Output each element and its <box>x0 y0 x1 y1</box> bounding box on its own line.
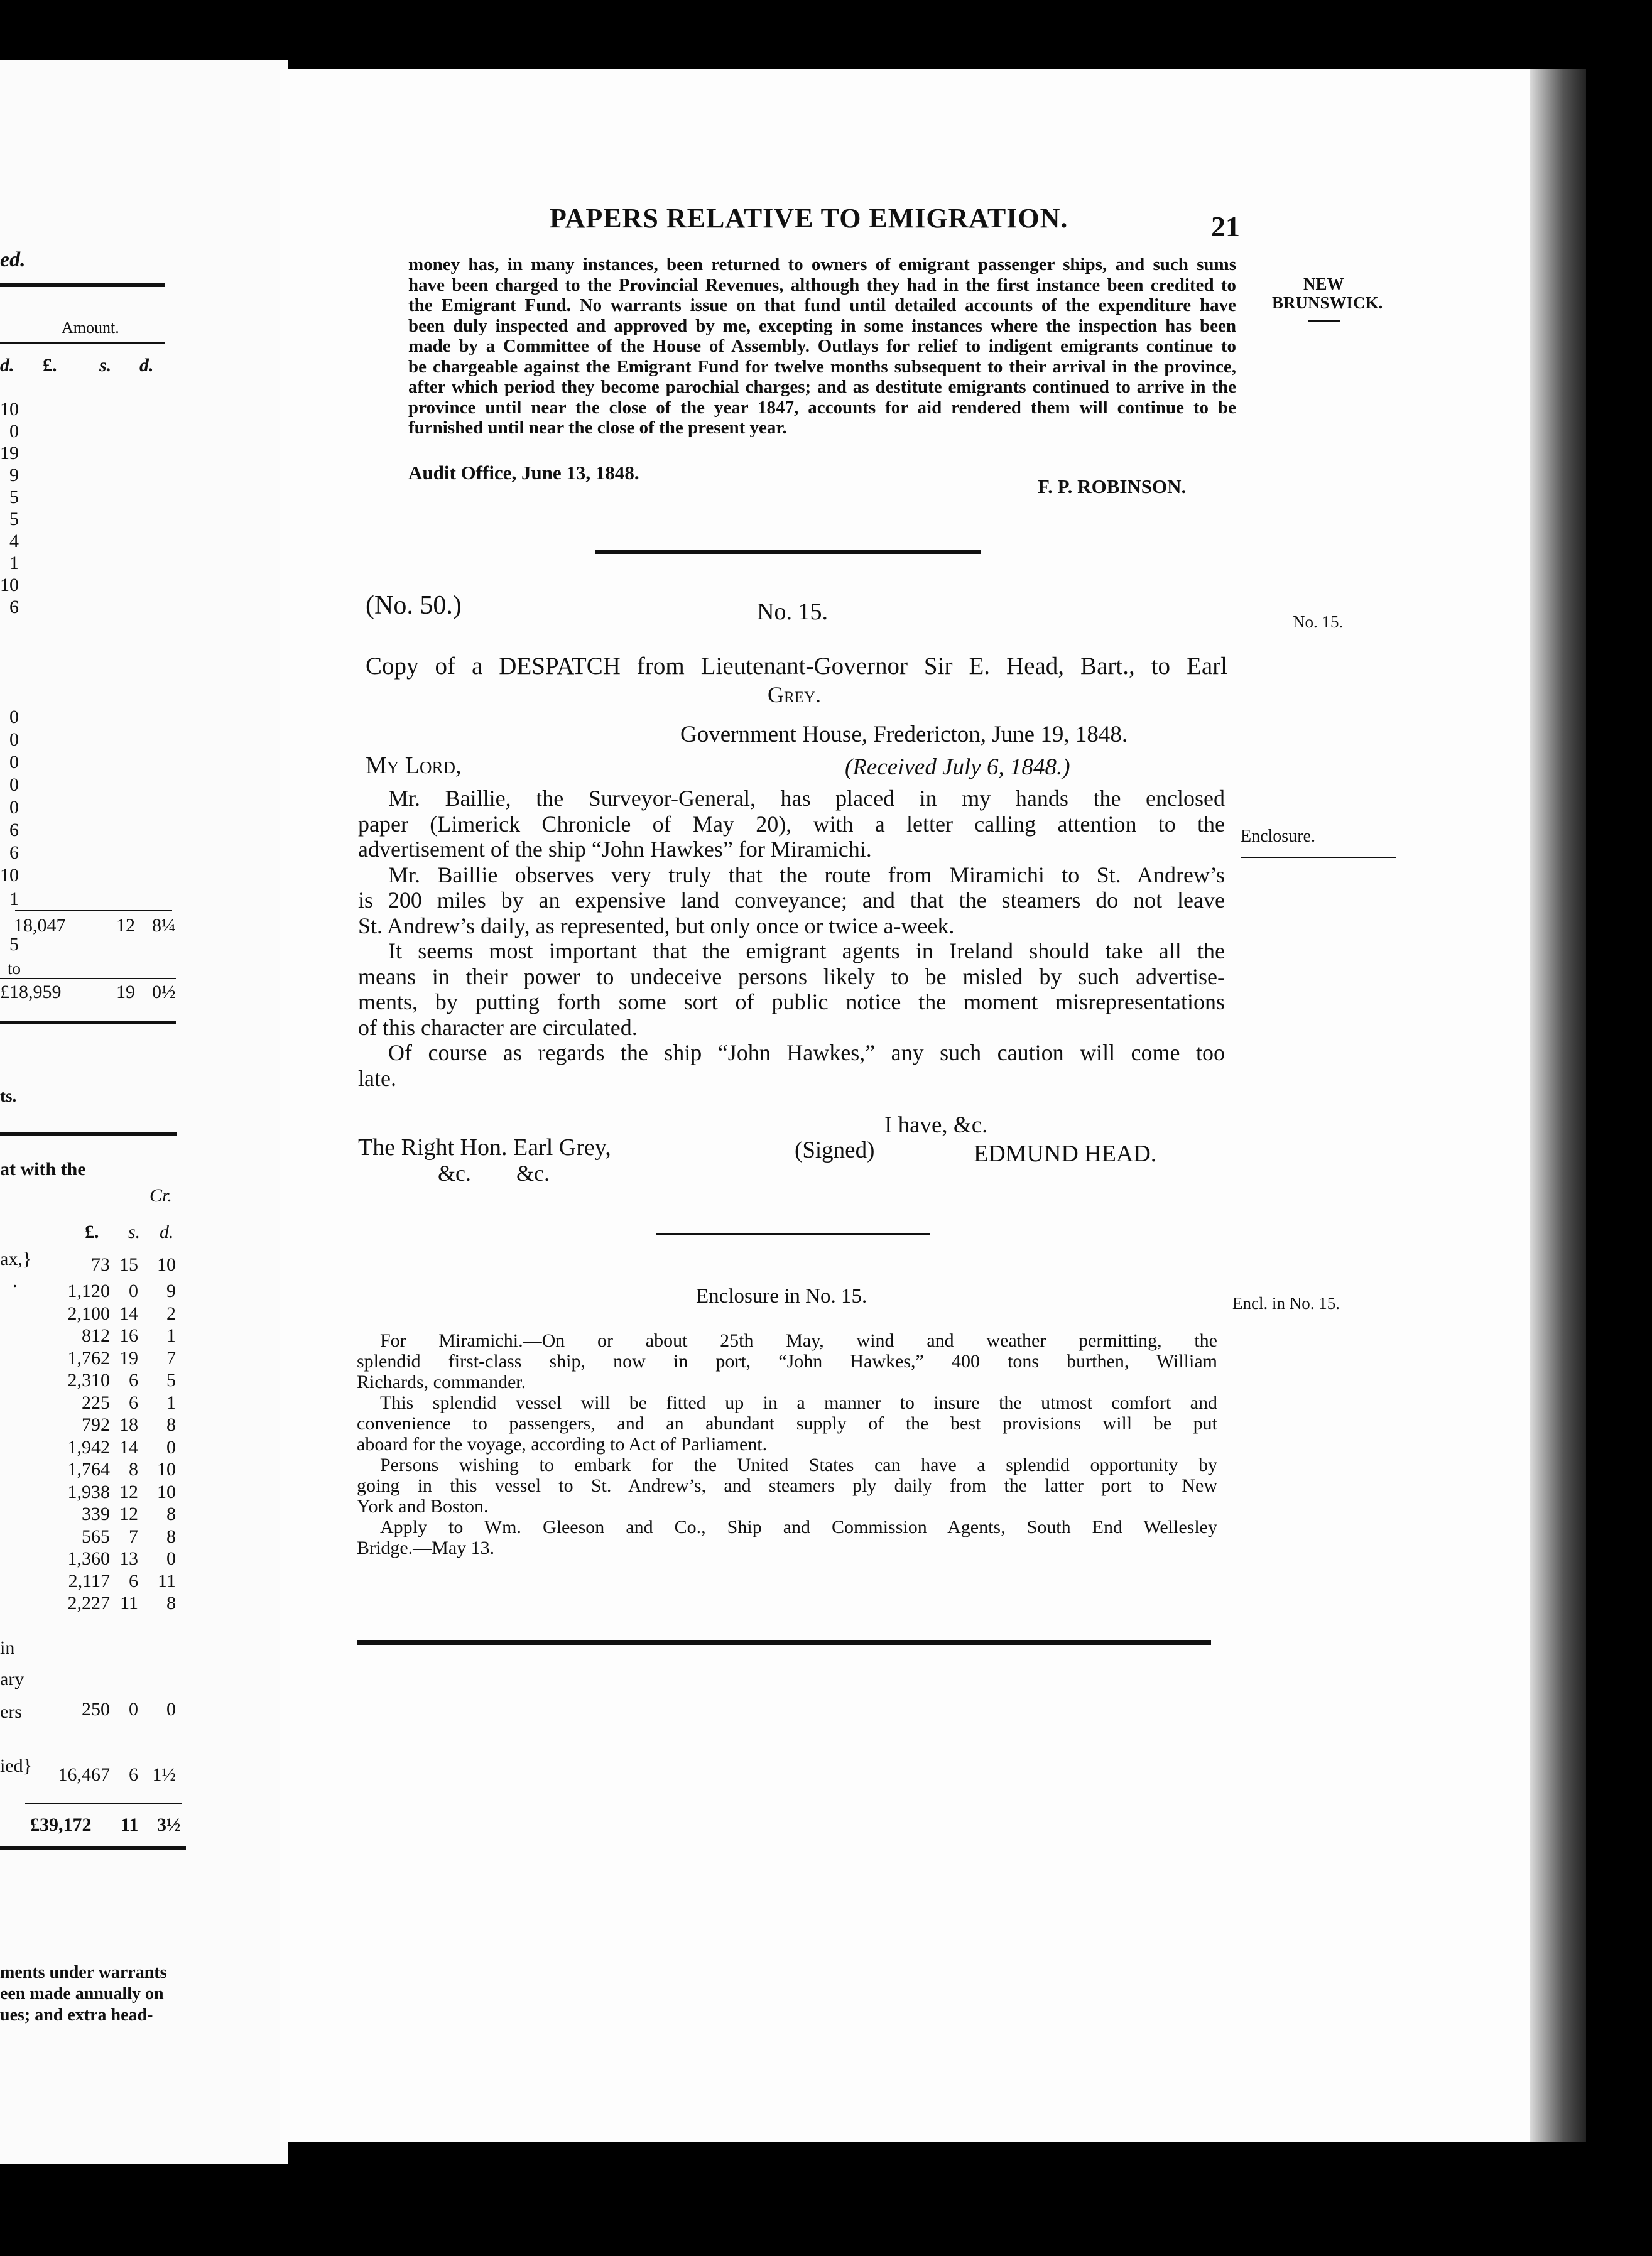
margin-colony-line: BRUNSWICK. <box>1272 293 1383 312</box>
account-row-cell: 10 <box>157 1481 176 1502</box>
account-row-cell: 14 <box>119 1303 138 1324</box>
unit-pence: d. <box>139 355 154 376</box>
enclosure-line: splendid first-class ship, now in port, “John Hawkes,” 400 tons burthen, William <box>357 1351 1217 1372</box>
report-line: made by a Committee of the House of Assembly. Outlays for relief to indigent emigrants continue to <box>408 336 1236 356</box>
account-row-cell: 2,310 <box>67 1370 110 1391</box>
cr-label: Cr. <box>149 1185 172 1206</box>
left-rule <box>0 978 176 979</box>
margin-enclosure-note: Enclosure. <box>1241 827 1315 846</box>
account-label-fragment: . <box>13 1271 18 1291</box>
addressee: The Right Hon. Earl Grey, <box>358 1134 611 1161</box>
signed-label: (Signed) <box>795 1137 875 1163</box>
total-pence: 0½ <box>152 982 176 1002</box>
page-number: 21 <box>1211 210 1240 242</box>
col-d-header: d. <box>0 355 14 376</box>
grand-total-pounds: £39,172 <box>30 1814 92 1835</box>
unit-pounds: £. <box>43 355 57 376</box>
despatch-line: advertisement of the ship “John Hawkes” for Miramichi. <box>358 837 872 862</box>
addressee-etc: &c. &c. <box>438 1161 550 1186</box>
closing: I have, &c. <box>884 1112 988 1138</box>
report-line: be chargeable against the Emigrant Fund for twelve months subsequent to their arrival in the province, <box>408 356 1236 377</box>
despatch-received: (Received July 6, 1848.) <box>845 754 1070 780</box>
account-row-cell: 1,764 <box>67 1459 110 1480</box>
acct-unit-shillings: s. <box>128 1222 141 1242</box>
row-fragment: in <box>0 1637 15 1658</box>
enclosure-title: Enclosure in No. 15. <box>696 1285 867 1308</box>
grand-total-pence: 3½ <box>157 1814 181 1835</box>
d-column-value: 19 <box>0 443 19 464</box>
enclosure-line: Bridge.—May 13. <box>357 1537 495 1558</box>
d-column-value: 1 <box>9 553 19 573</box>
enclosure-line: York and Boston. <box>357 1496 489 1517</box>
signatory: EDMUND HEAD. <box>974 1141 1157 1167</box>
account-row-cell: 225 <box>82 1392 110 1413</box>
despatch-line: is 200 miles by an expensive land conveyance; and that the steamers do not leave <box>358 887 1225 913</box>
left-header-fragment: ed. <box>0 248 26 271</box>
despatch-line: means in their power to undeceive persons likely to be misled by such advertise- <box>358 963 1225 989</box>
row-fragment: ers <box>0 1701 22 1722</box>
report-signature: F. P. ROBINSON. <box>1038 475 1187 497</box>
account-row-cell: 2,227 <box>67 1593 110 1613</box>
d-column-value: 6 <box>9 820 19 840</box>
account-row-cell: 9 <box>166 1281 176 1301</box>
row-250-shillings: 0 <box>129 1699 138 1720</box>
left-rule <box>25 1803 182 1804</box>
total-shillings: 19 <box>116 982 135 1002</box>
left-rule <box>0 342 165 344</box>
enclosure-line: going in this vessel to St. Andrew’s, and steamers ply daily from the latter port to New <box>357 1475 1217 1496</box>
d-column-value: 0 <box>9 752 19 773</box>
enclosure-line: Persons wishing to embark for the United States can have a splendid opportunity by <box>380 1455 1217 1475</box>
despatch-line: Mr. Baillie, the Surveyor-General, has placed in my hands the enclosed <box>388 786 1225 811</box>
account-row-cell: 18 <box>119 1414 138 1435</box>
left-rule <box>0 1021 176 1024</box>
footer-fragment: ues; and extra head- <box>0 2005 153 2025</box>
margin-despatch-number: No. 15. <box>1293 612 1344 631</box>
despatch-line: of this character are circulated. <box>358 1014 638 1040</box>
margin-colony-line: NEW <box>1303 274 1344 293</box>
account-row-cell: 8 <box>166 1414 176 1435</box>
d-column-value: 10 <box>0 575 19 595</box>
total-pounds: £18,959 <box>0 982 62 1002</box>
account-row-cell: 8 <box>166 1504 176 1524</box>
enclosure-line: This splendid vessel will be fitted up in a manner to insure the utmost comfort and <box>380 1392 1217 1413</box>
account-row-cell: 1 <box>166 1392 176 1413</box>
report-line: been duly inspected and approved by me, excepting in some instances where the inspection has been <box>408 315 1236 336</box>
row-fragment: ary <box>0 1669 24 1689</box>
account-row-cell: 2 <box>166 1303 176 1324</box>
left-rule <box>15 910 172 911</box>
account-fragment: at with the <box>0 1159 86 1180</box>
account-row-cell: 1 <box>166 1325 176 1346</box>
acct-unit-pence: d. <box>160 1222 174 1242</box>
report-line: after which period they become parochial charges; and as destitute emigrants continued to arrive in the <box>408 377 1236 397</box>
account-row-cell: 2,117 <box>68 1570 110 1592</box>
despatch-number: No. 15. <box>757 599 828 625</box>
page-title: PAPERS RELATIVE TO EMIGRATION. <box>550 203 1068 234</box>
account-row-cell: 7 <box>129 1526 138 1547</box>
account-row-cell: 73 <box>91 1254 110 1275</box>
despatch-line: St. Andrew’s daily, as represented, but only once or twice a-week. <box>358 913 955 938</box>
account-row-cell: 565 <box>82 1526 110 1547</box>
grand-total-shillings: 11 <box>121 1814 139 1835</box>
d-column-value: 10 <box>0 399 19 420</box>
d-column-value: 9 <box>9 465 19 485</box>
enclosure-line: For Miramichi.—On or about 25th May, wind and weather permitting, the <box>380 1330 1217 1351</box>
account-row-cell: 1,120 <box>67 1281 110 1301</box>
account-row-cell: 0 <box>129 1281 138 1301</box>
account-row-cell: 16 <box>119 1325 138 1346</box>
to-label: to <box>8 959 21 978</box>
section-divider <box>357 1640 1211 1645</box>
report-line: furnished until near the close of the present year. <box>408 418 787 438</box>
report-line: money has, in many instances, been returned to owners of emigrant passenger ships, and such sums <box>408 254 1236 274</box>
footer-fragment: een made annually on <box>0 1984 164 2004</box>
account-row-cell: 6 <box>129 1392 138 1413</box>
despatch-line: It seems most important that the emigrant agents in Ireland should take all the <box>388 938 1225 963</box>
account-row-cell: 0 <box>166 1548 176 1569</box>
enclosure-line: aboard for the voyage, according to Act of Parliament. <box>357 1434 768 1455</box>
left-rule <box>0 283 165 287</box>
account-row-cell: 1,360 <box>67 1548 110 1569</box>
enclosure-line: convenience to passengers, and an abundant supply of the best provisions will be put <box>357 1413 1217 1434</box>
despatch-heading: Copy of a DESPATCH from Lieutenant-Governor Sir E. Head, Bart., to Earl <box>366 653 1227 680</box>
despatch-line: ments, by putting forth some sort of public notice the moment misrepresentations <box>358 989 1225 1014</box>
row-16467-pence: 1½ <box>152 1764 176 1785</box>
d-column-value: 5 <box>9 509 19 529</box>
subtotal-pence: 8¼ <box>152 915 176 936</box>
account-row-cell: 1,942 <box>67 1436 110 1458</box>
margin-rule <box>1241 857 1396 858</box>
margin-rule <box>1308 320 1340 322</box>
d-column-value: 6 <box>9 597 19 617</box>
ied-label: ied} <box>0 1755 33 1776</box>
account-row-cell: 12 <box>119 1481 138 1502</box>
account-row-cell: 10 <box>157 1254 176 1275</box>
account-row-cell: 6 <box>129 1370 138 1391</box>
enclosure-line: Apply to Wm. Gleeson and Co., Ship and Commission Agents, South End Wellesley <box>380 1517 1217 1537</box>
row-16467-shillings: 6 <box>129 1764 138 1785</box>
account-row-cell: 8 <box>129 1459 138 1480</box>
row-250-pence: 0 <box>166 1699 176 1720</box>
account-row-cell: 1,938 <box>67 1481 110 1502</box>
account-row-cell: 15 <box>119 1254 138 1275</box>
d-column-value: 0 <box>9 797 19 818</box>
despatch-line: paper (Limerick Chronicle of May 20), with a letter calling attention to the <box>358 811 1225 837</box>
row-250-pounds: 250 <box>82 1699 110 1720</box>
d-column-value: 6 <box>9 842 19 863</box>
footer-fragment: ments under warrants <box>0 1963 167 1982</box>
section-divider <box>656 1233 930 1235</box>
despatch-line: Of course as regards the ship “John Hawkes,” any such caution will come too <box>388 1040 1225 1065</box>
despatch-heading-cont: Grey. <box>768 682 821 707</box>
account-row-cell: 0 <box>166 1436 176 1458</box>
account-row-cell: 19 <box>119 1347 138 1369</box>
d-column-value: 5 <box>9 487 19 507</box>
d-column-value: 1 <box>9 889 19 909</box>
d-column-value: 4 <box>9 531 19 551</box>
account-row-cell: 8 <box>166 1526 176 1547</box>
subtotal-shillings: 12 <box>116 915 135 936</box>
row-16467-pounds: 16,467 <box>58 1764 110 1785</box>
despatch-dateline: Government House, Fredericton, June 19, 1848. <box>680 722 1128 747</box>
account-row-cell: 1,762 <box>67 1347 110 1369</box>
despatch-line: late. <box>358 1065 396 1091</box>
d-column-value: 10 <box>0 865 19 886</box>
despatch-line: Mr. Baillie observes very truly that the route from Miramichi to St. Andrew’s <box>388 862 1225 887</box>
report-line: the Emigrant Fund. No warrants issue on that fund until detailed accounts of the expenditure have <box>408 295 1236 315</box>
salutation: My Lord, <box>366 752 462 779</box>
d-column-value: 0 <box>9 774 19 795</box>
account-row-cell: 5 <box>166 1370 176 1391</box>
d-column-value: 5 <box>9 934 19 955</box>
left-rule <box>0 1846 186 1850</box>
d-column-value: 0 <box>9 421 19 442</box>
account-row-cell: 6 <box>129 1570 138 1592</box>
subtotal-pounds: 18,047 <box>14 915 66 936</box>
account-row-cell: 2,100 <box>67 1303 110 1324</box>
enclosure-line: Richards, commander. <box>357 1372 526 1392</box>
account-row-cell: 812 <box>82 1325 110 1346</box>
account-label-fragment: ax,} <box>0 1249 32 1269</box>
report-line: province until near the close of the year 1847, accounts for aid rendered them will continue to be <box>408 397 1236 418</box>
account-row-cell: 13 <box>119 1548 138 1569</box>
margin-enclosure-ref: Encl. in No. 15. <box>1232 1294 1340 1313</box>
section-divider <box>595 550 981 554</box>
left-rule <box>0 1132 177 1136</box>
acct-unit-pounds: £. <box>85 1222 99 1242</box>
report-place-date: Audit Office, June 13, 1848. <box>408 462 639 484</box>
account-row-cell: 12 <box>119 1504 138 1524</box>
account-row-cell: 14 <box>119 1436 138 1458</box>
d-column-value: 0 <box>9 729 19 750</box>
report-line: have been charged to the Provincial Revenues, although they had in the first instance been credited to <box>408 274 1236 295</box>
paper-number: (No. 50.) <box>366 591 462 620</box>
amount-header: Amount. <box>62 318 119 337</box>
account-row-cell: 7 <box>166 1347 176 1369</box>
section-fragment: ts. <box>0 1087 17 1105</box>
d-column-value: 0 <box>9 707 19 727</box>
account-row-cell: 11 <box>158 1570 176 1592</box>
account-row-cell: 11 <box>120 1593 138 1613</box>
account-row-cell: 792 <box>82 1414 110 1435</box>
account-row-cell: 339 <box>82 1504 110 1524</box>
unit-shillings: s. <box>99 355 112 376</box>
left-page-fragment <box>0 60 288 2164</box>
account-row-cell: 8 <box>166 1593 176 1613</box>
page-edge <box>1530 69 1586 2142</box>
account-row-cell: 10 <box>157 1459 176 1480</box>
